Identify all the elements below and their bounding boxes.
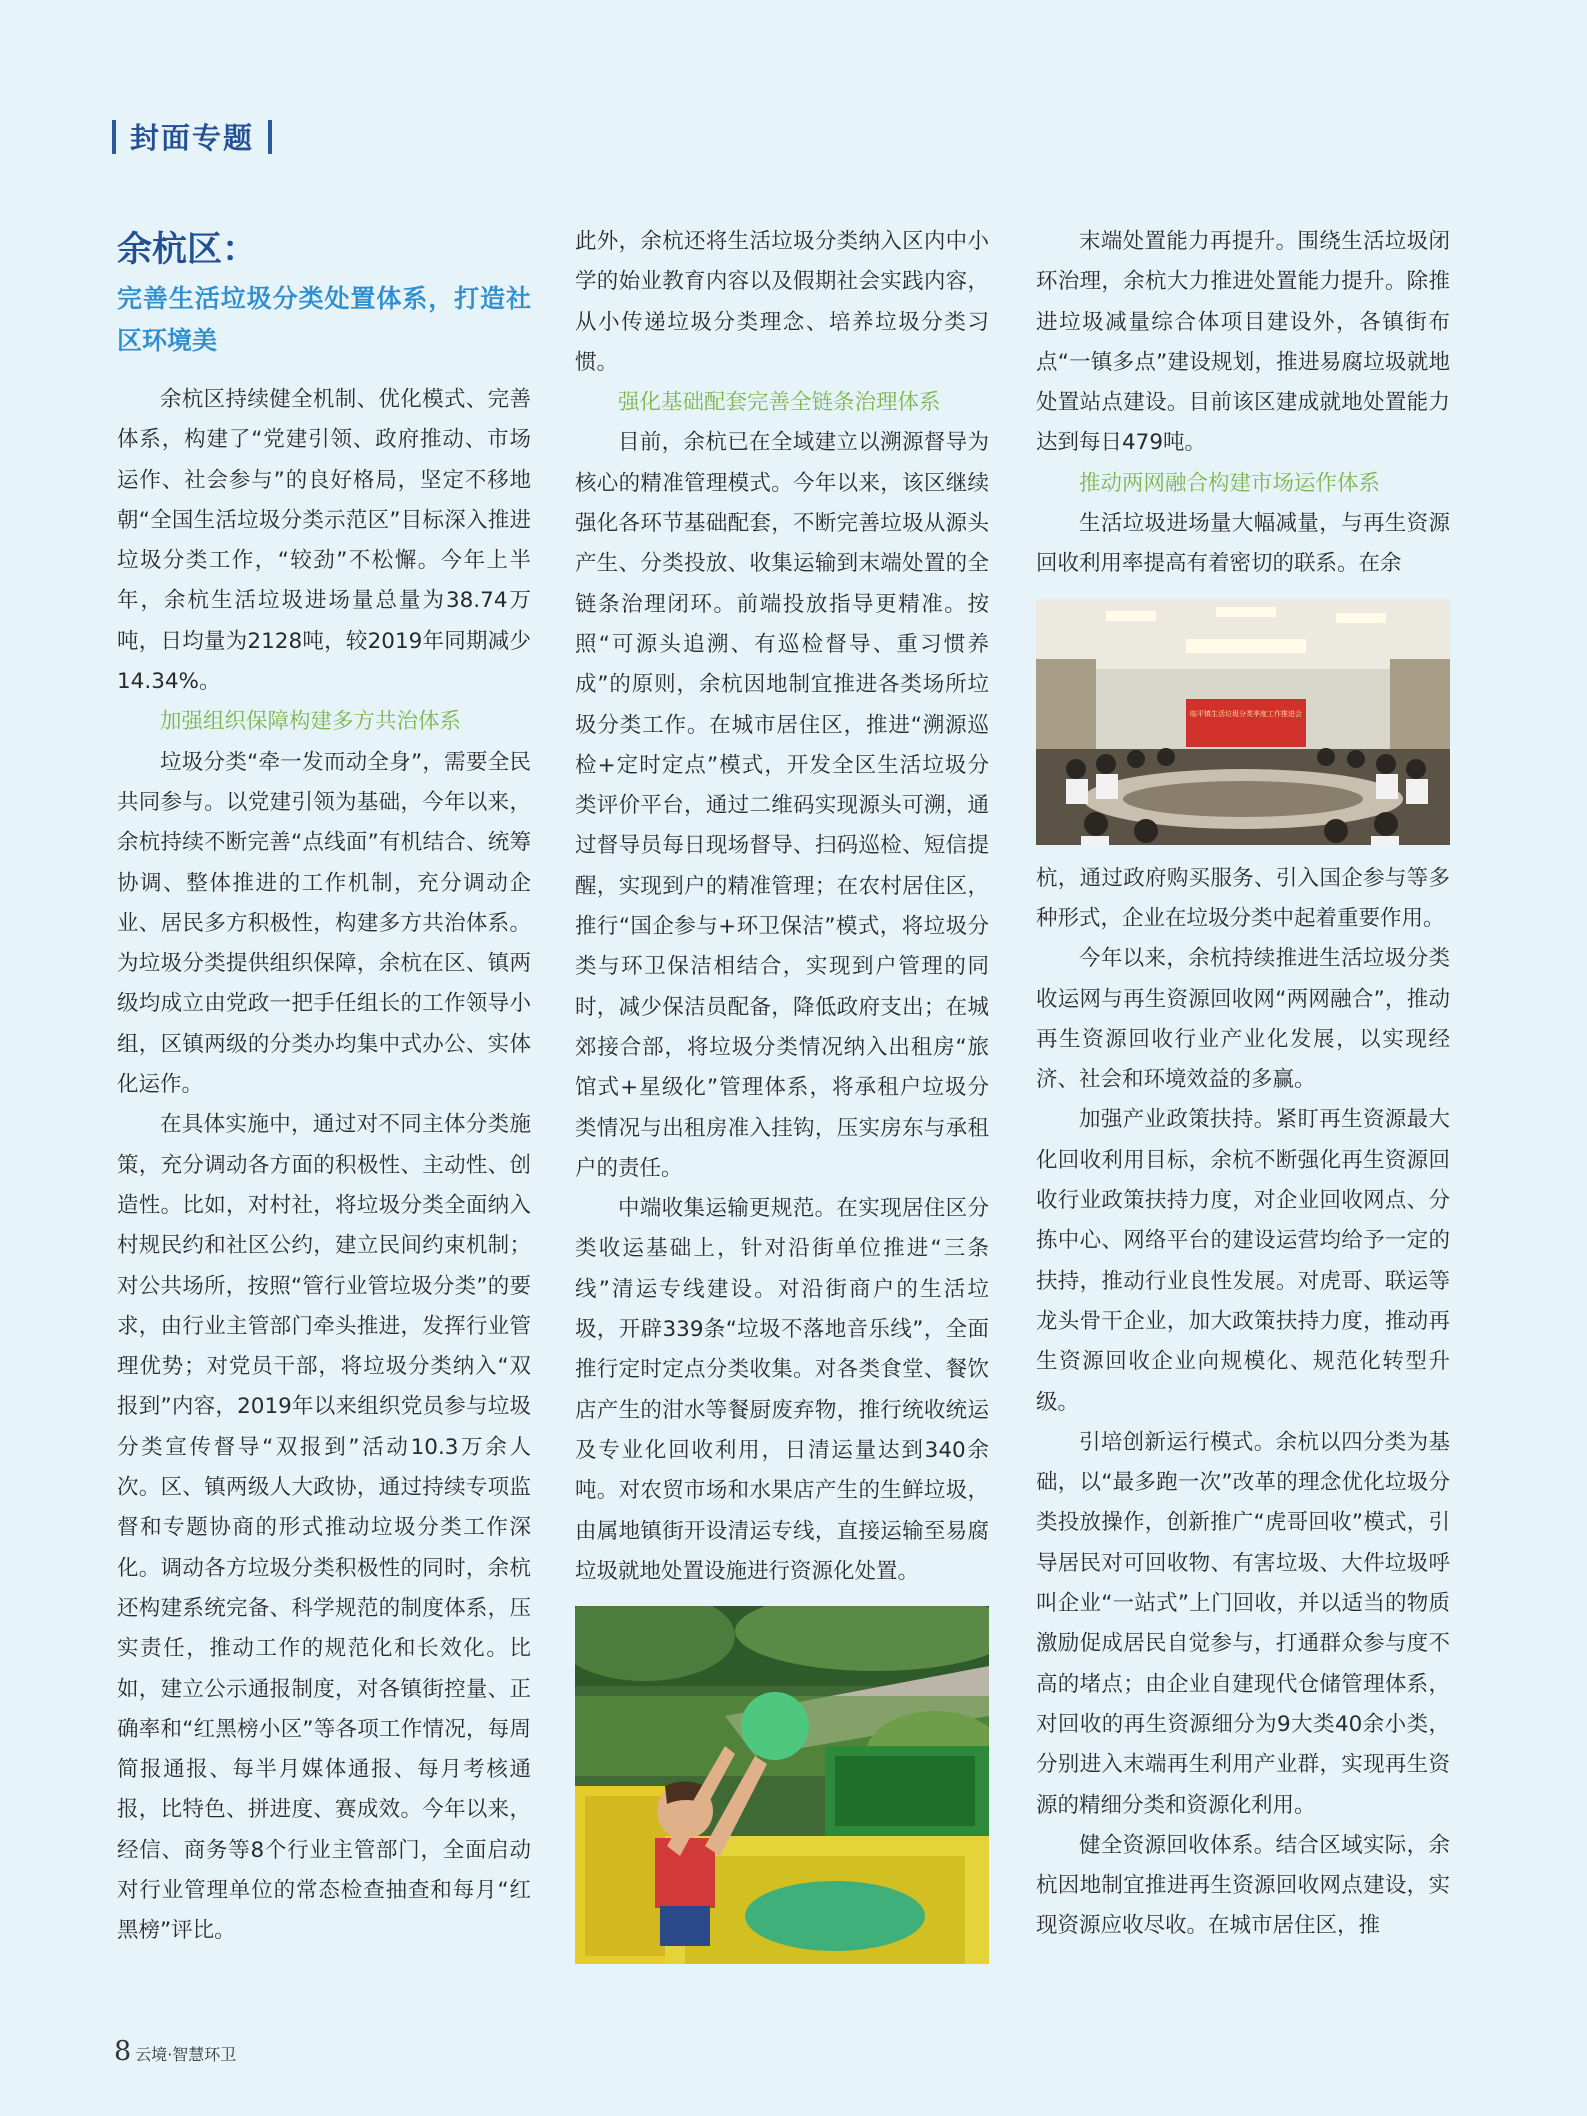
section-heading: 推动两网融合构建市场运作体系 bbox=[1079, 470, 1381, 496]
paragraph: 末端处置能力再提升。围绕生活垃圾闭环治理，余杭大力推进处置能力提升。除推进垃圾减量综合体项目建设外，各镇街布点“一镇多点”建设规划，推进易腐垃圾就地处置站点建设。目前该区建成就地处置能力达到每日479吨。 bbox=[1036, 229, 1450, 456]
page-footer bbox=[114, 2036, 236, 2067]
section-heading: 强化基础配套完善全链条治理体系 bbox=[618, 390, 941, 416]
photo-meeting-room bbox=[1036, 599, 1450, 845]
column-3 bbox=[1036, 222, 1450, 1947]
paragraph: 生活垃圾进场量大幅减量，与再生资源回收利用率提高有着密切的联系。在余 bbox=[1036, 511, 1450, 577]
paragraph: 健全资源回收体系。结合区域实际，余杭因地制宜推进再生资源回收网点建设，实现资源应收尽收。在城市居住区，推 bbox=[1036, 1832, 1450, 1939]
paragraph: 垃圾分类“牵一发而动全身”，需要全民共同参与。以党建引领为基础，今年以来，余杭持续不断完善“点线面”有机结合、统筹协调、整体推进的工作机制，充分调动企业、居民多方积极性，构建多方共治体系。为垃圾分类提供组织保障，余杭在区、镇两级均成立由党政一把手任组长的工作领导小组，区镇两级的分类办均集中式办公、实体化运作。 bbox=[117, 749, 531, 1098]
paragraph: 在具体实施中，通过对不同主体分类施策，充分调动各方面的积极性、主动性、创造性。比如，对村社，将垃圾分类全面纳入村规民约和社区公约，建立民间约束机制；对公共场所，按照“管行业管垃圾分类”的要求，由行业主管部门牵头推进，发挥行业管理优势；对党员干部，将垃圾分类纳入“双报到”内容，2019年以来组织党员参与垃圾分类宣传督导“双报到”活动10.3万余人次。区、镇两级人大政协，通过持续专项监督和专题协商的形式推动垃圾分类工作深化。调动各方垃圾分类积极性的同时，余杭还构建系统完备、科学规范的制度体系，压实责任，推动工作的规范化和长效化。比如，建立公示通报制度，对各镇街控量、正确率和“红黑榜小区”等各项工作情况，每周简报通报、每半月媒体通报、每月考核通报，比特色、拼进度、赛成效。今年以来，经信、商务等8个行业主管部门，全面启动对行业管理单位的常态检查抽查和每月“红黑榜”评比。 bbox=[117, 1112, 531, 1944]
article-subtitle: 完善生活垃圾分类处置体系，打造社区环境美 bbox=[117, 284, 531, 355]
header-bar-left bbox=[112, 120, 116, 154]
paragraph: 此外，余杭还将生活垃圾分类纳入区内中小学的始业教育内容以及假期社会实践内容，从小传递垃圾分类理念、培养垃圾分类习惯。 bbox=[575, 229, 989, 375]
paragraph: 余杭区持续健全机制、优化模式、完善体系，构建了“党建引领、政府推动、市场运作、社会参与”的良好格局，坚定不移地朝“全国生活垃圾分类示范区”目标深入推进垃圾分类工作，“较劲”不松懈。今年上半年，余杭生活垃圾进场量总量为38.74万吨，日均量为2128吨，较2019年同期减少14.34%。 bbox=[117, 387, 531, 695]
section-header bbox=[112, 116, 272, 157]
header-bar-right bbox=[268, 120, 272, 154]
paragraph: 中端收集运输更规范。在实现居住区分类收运基础上，针对沿街单位推进“三条线”清运专线建设。对沿街商户的生活垃圾，开辟339条“垃圾不落地音乐线”，全面推行定时定点分类收集。对各类食堂、餐饮店产生的泔水等餐厨废弃物，推行统收统运及专业化回收利用，日清运量达到340余吨。对农贸市场和水果店产生的生鲜垃圾，由属地镇街开设清运专线，直接运输至易腐垃圾就地处置设施进行资源化处置。 bbox=[575, 1196, 989, 1584]
paragraph: 引培创新运行模式。余杭以四分类为基础，以“最多跑一次”改革的理念优化垃圾分类投放操作，创新推广“虎哥回收”模式，引导居民对可回收物、有害垃圾、大件垃圾呼叫企业“一站式”上门回收，并以适当的物质激励促成居民自觉参与，打通群众参与度不高的堵点；由企业自建现代仓储管理体系，对回收的再生资源细分为9大类40余小类，分别进入末端再生利用产业群，实现再生资源的精细分类和资源化利用。 bbox=[1036, 1429, 1450, 1818]
meeting-banner-text: 临平镇生活垃圾分类季度工作推进会 bbox=[1190, 709, 1302, 718]
magazine-name: 云境·智慧环卫 bbox=[135, 2045, 237, 2064]
photo-child-garbage-sorting bbox=[575, 1606, 989, 1964]
section-title: 封面专题 bbox=[130, 121, 255, 155]
section-heading: 加强组织保障构建多方共治体系 bbox=[160, 709, 462, 735]
paragraph: 目前，余杭已在全域建立以溯源督导为核心的精准管理模式。今年以来，该区继续强化各环节基础配套，不断完善垃圾从源头产生、分类投放、收集运输到末端处置的全链条治理闭环。前端投放指导更精准。按照“可源头追溯、有巡检督导、重习惯养成”的原则，余杭因地制宜推进各类场所垃圾分类工作。在城市居住区，推进“溯源巡检+定时定点”模式，开发全区生活垃圾分类评价平台，通过二维码实现源头可溯，通过督导员每日现场督导、扫码巡检、短信提醒，实现到户的精准管理；在农村居住区，推行“国企参与+环卫保洁”模式，将垃圾分类与环卫保洁相结合，实现到户管理的同时，减少保洁员配备，降低政府支出；在城郊接合部，将垃圾分类情况纳入出租房“旅馆式+星级化”管理体系，将承租户垃圾分类情况与出租房准入挂钩，压实房东与承租户的责任。 bbox=[575, 430, 989, 1181]
paragraph: 杭，通过政府购买服务、引入国企参与等多种形式，企业在垃圾分类中起着重要作用。 bbox=[1036, 865, 1450, 931]
page-number: 8 bbox=[114, 2036, 132, 2067]
paragraph: 加强产业政策扶持。紧盯再生资源最大化回收利用目标，余杭不断强化再生资源回收行业政策扶持力度，对企业回收网点、分拣中心、网络平台的建设运营均给予一定的扶持，推动行业良性发展。对虎哥、联运等龙头骨干企业，加大政策扶持力度，推动再生资源回收企业向规模化、规范化转型升级。 bbox=[1036, 1107, 1450, 1415]
column-2 bbox=[575, 222, 989, 1978]
paragraph: 今年以来，余杭持续推进生活垃圾分类收运网与再生资源回收网“两网融合”，推动再生资源回收行业产业化发展，以实现经济、社会和环境效益的多赢。 bbox=[1036, 946, 1450, 1093]
column-1 bbox=[117, 222, 531, 1952]
article-title: 余杭区： bbox=[117, 230, 258, 270]
